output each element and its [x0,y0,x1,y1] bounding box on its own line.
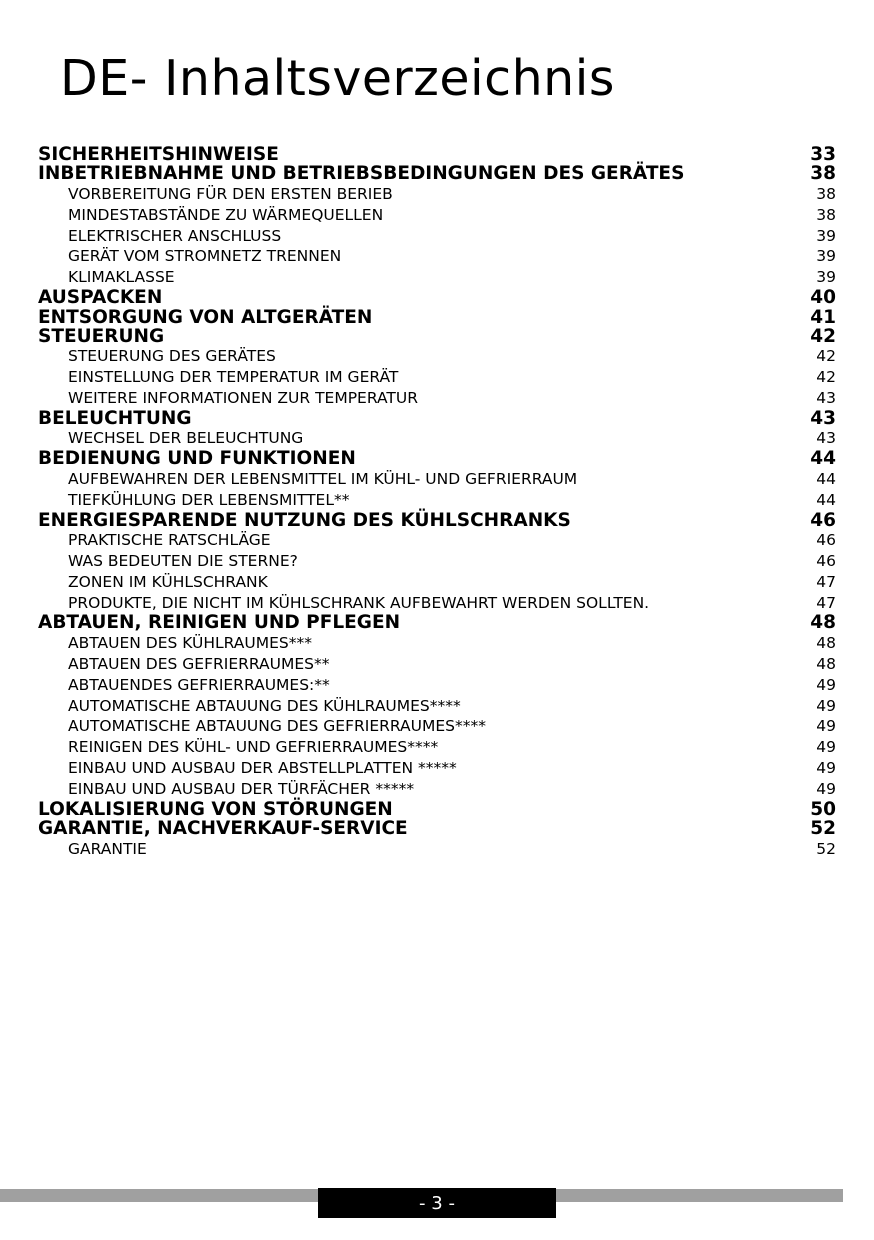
toc-chapter-entry[interactable] [38,409,836,428]
toc-section-entry[interactable] [38,839,836,860]
toc-chapter-entry[interactable] [38,613,836,632]
table-of-contents [38,145,836,860]
toc-section-entry[interactable] [38,490,836,511]
toc-entry-label: GARANTIE [68,839,147,858]
toc-entry-label: ENERGIESPARENDE NUTZUNG DES KÜHLSCHRANKS [38,509,571,531]
toc-entry-label: MINDESTABSTÄNDE ZU WÄRMEQUELLEN [68,205,384,224]
toc-entry-page: 33 [810,144,836,165]
toc-entry-label: AUTOMATISCHE ABTAUUNG DES KÜHLRAUMES**** [68,696,461,715]
toc-section-entry[interactable] [38,530,836,551]
toc-entry-label: VORBEREITUNG FÜR DEN ERSTEN BERIEB [68,184,393,203]
toc-chapter-entry[interactable] [38,308,836,327]
toc-section-entry[interactable] [38,593,836,614]
toc-entry-page: 46 [816,530,836,549]
toc-section-entry[interactable] [38,675,836,696]
toc-entry-label: WEITERE INFORMATIONEN ZUR TEMPERATUR [68,389,418,408]
toc-entry-label: STEUERUNG DES GERÄTES [68,347,276,366]
toc-entry-label: PRODUKTE, DIE NICHT IM KÜHLSCHRANK AUFBEWAHRT WERDEN SOLLTEN. [68,593,650,612]
toc-entry-page: 43 [810,408,836,430]
toc-entry-page: 43 [816,389,836,408]
toc-entry-label: REINIGEN DES KÜHL- UND GEFRIERRAUMES**** [68,738,439,757]
toc-section-entry[interactable] [38,367,836,388]
toc-section-entry[interactable] [38,758,836,779]
toc-entry-label: SICHERHEITSHINWEISE [38,144,279,165]
toc-section-entry[interactable] [38,428,836,449]
toc-entry-label: ABTAUEN, REINIGEN UND PFLEGEN [38,612,401,634]
toc-entry-page: 52 [816,839,836,858]
toc-entry-page: 42 [810,326,836,348]
toc-entry-label: TIEFKÜHLUNG DER LEBENSMITTEL** [68,490,350,509]
toc-entry-page: 40 [810,287,836,309]
toc-entry-page: 49 [816,738,836,757]
toc-section-entry[interactable] [38,346,836,367]
toc-section-entry[interactable] [38,267,836,288]
toc-section-entry[interactable] [38,226,836,247]
toc-entry-page: 38 [816,184,836,203]
toc-entry-label: ABTAUEN DES GEFRIERRAUMES** [68,654,330,673]
toc-section-entry[interactable] [38,737,836,758]
toc-entry-page: 47 [816,572,836,591]
toc-entry-page: 38 [810,163,836,185]
toc-chapter-entry[interactable] [38,800,836,819]
toc-entry-label: STEUERUNG [38,326,165,348]
toc-entry-label: WECHSEL DER BELEUCHTUNG [68,429,304,448]
toc-section-entry[interactable] [38,633,836,654]
toc-entry-label: LOKALISIERUNG VON STÖRUNGEN [38,799,393,820]
toc-entry-label: ABTAUENDES GEFRIERRAUMES:** [68,675,330,694]
page-title: DE- Inhaltsverzeichnis [60,50,615,107]
toc-entry-label: GERÄT VOM STROMNETZ TRENNEN [68,247,342,266]
toc-entry-label: EINSTELLUNG DER TEMPERATUR IM GERÄT [68,368,399,387]
toc-entry-page: 46 [816,551,836,570]
toc-entry-label: PRAKTISCHE RATSCHLÄGE [68,530,271,549]
toc-chapter-entry[interactable] [38,819,836,838]
toc-chapter-entry[interactable] [38,327,836,346]
toc-entry-page: 49 [816,675,836,694]
toc-entry-page: 46 [810,509,836,531]
toc-entry-page: 49 [816,780,836,799]
toc-entry-label: INBETRIEBNAHME UND BETRIEBSBEDINGUNGEN DES GERÄTES [38,163,685,185]
toc-entry-page: 48 [810,612,836,634]
toc-chapter-entry[interactable] [38,511,836,530]
toc-entry-page: 41 [810,306,836,328]
toc-entry-page: 42 [816,347,836,366]
toc-entry-label: WAS BEDEUTEN DIE STERNE? [68,551,298,570]
toc-entry-label: AUFBEWAHREN DER LEBENSMITTEL IM KÜHL- UND GEFRIERRAUM [68,469,578,488]
toc-entry-page: 47 [816,593,836,612]
page-number: - 3 - [318,1188,556,1218]
toc-entry-page: 39 [816,268,836,287]
toc-entry-label: BEDIENUNG UND FUNKTIONEN [38,448,356,470]
toc-entry-label: ELEKTRISCHER ANSCHLUSS [68,226,282,245]
toc-section-entry[interactable] [38,716,836,737]
toc-entry-page: 52 [810,818,836,840]
toc-entry-page: 44 [816,490,836,509]
toc-entry-label: AUSPACKEN [38,287,163,309]
toc-chapter-entry[interactable] [38,449,836,468]
toc-section-entry[interactable] [38,572,836,593]
toc-entry-page: 49 [816,696,836,715]
toc-section-entry[interactable] [38,551,836,572]
toc-section-entry[interactable] [38,246,836,267]
toc-section-entry[interactable] [38,469,836,490]
toc-entry-label: GARANTIE, NACHVERKAUF-SERVICE [38,818,408,840]
toc-entry-label: ZONEN IM KÜHLSCHRANK [68,572,268,591]
toc-entry-page: 44 [816,469,836,488]
toc-entry-label: BELEUCHTUNG [38,408,192,430]
toc-section-entry[interactable] [38,205,836,226]
toc-entry-page: 48 [816,654,836,673]
toc-section-entry[interactable] [38,779,836,800]
toc-entry-label: AUTOMATISCHE ABTAUUNG DES GEFRIERRAUMES**** [68,717,487,736]
toc-section-entry[interactable] [38,696,836,717]
toc-chapter-entry[interactable] [38,288,836,307]
toc-chapter-entry[interactable] [38,164,836,183]
toc-entry-page: 44 [810,448,836,470]
toc-entry-page: 49 [816,717,836,736]
toc-entry-label: EINBAU UND AUSBAU DER ABSTELLPLATTEN ***** [68,759,457,778]
toc-entry-label: ABTAUEN DES KÜHLRAUMES*** [68,633,312,652]
toc-entry-page: 48 [816,633,836,652]
toc-section-entry[interactable] [38,654,836,675]
toc-entry-label: KLIMAKLASSE [68,268,175,287]
toc-entry-page: 39 [816,226,836,245]
toc-entry-page: 42 [816,368,836,387]
toc-entry-page: 38 [816,205,836,224]
toc-section-entry[interactable] [38,184,836,205]
toc-section-entry[interactable] [38,388,836,409]
toc-chapter-entry[interactable] [38,145,836,164]
toc-entry-label: ENTSORGUNG VON ALTGERÄTEN [38,306,373,328]
toc-entry-page: 49 [816,759,836,778]
toc-entry-page: 39 [816,247,836,266]
toc-entry-label: EINBAU UND AUSBAU DER TÜRFÄCHER ***** [68,780,415,799]
toc-entry-page: 50 [810,799,836,820]
toc-entry-page: 43 [816,429,836,448]
